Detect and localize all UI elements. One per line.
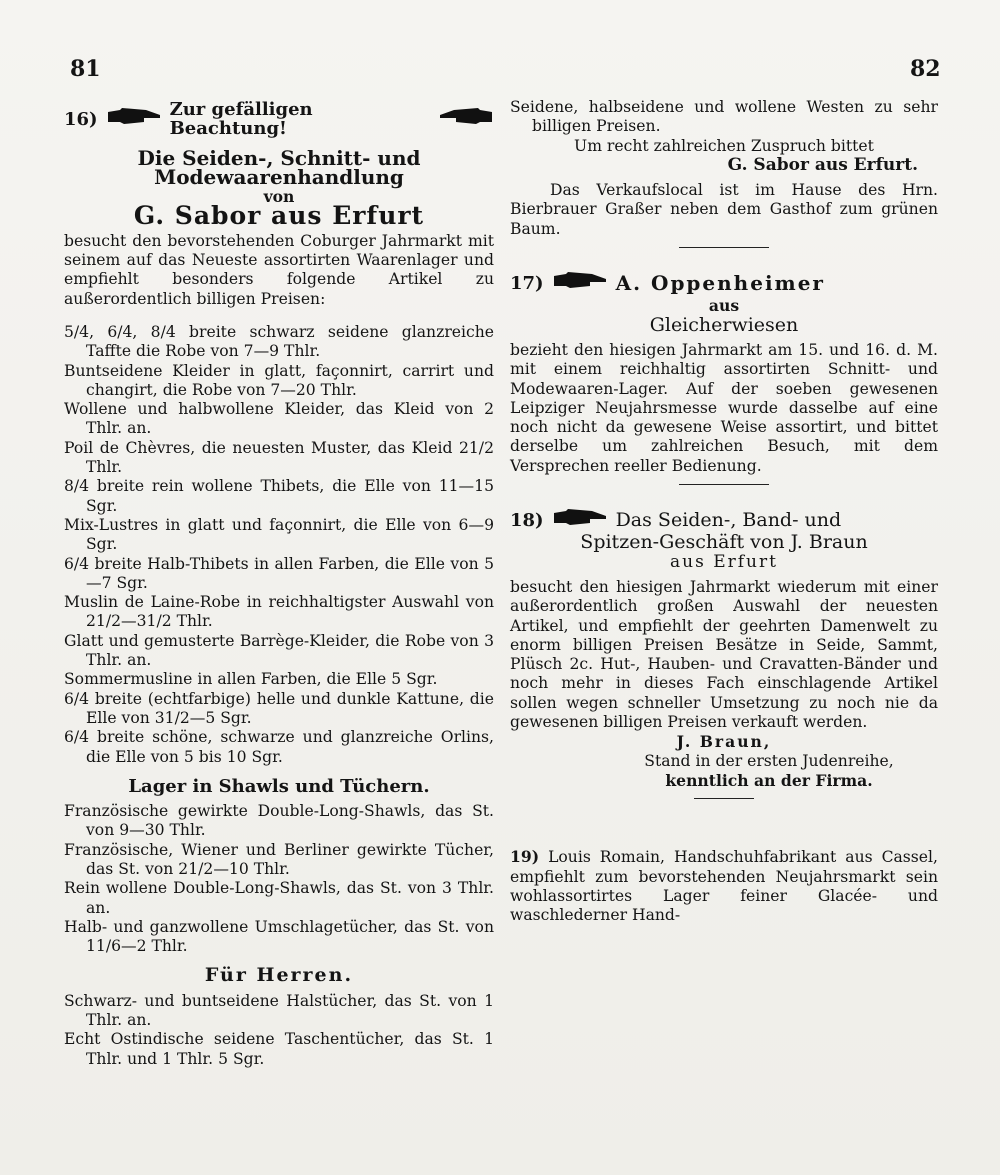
ad18-stand2: kenntlich an der Firma.: [665, 770, 873, 790]
ad18-heading3: aus Erfurt: [670, 551, 778, 572]
ad17-place: Gleicherwiesen: [649, 313, 799, 336]
ad16-item: 5/4, 6/4, 8/4 breite schwarz seidene glanzreiche Taffte die Robe von 7—9 Thlr.: [64, 322, 494, 361]
divider: [694, 798, 754, 799]
ad19-text: [510, 847, 938, 925]
ad16-shawl-item: Französische gewirkte Double-Long-Shawls, das St. von 9—30 Thlr.: [64, 802, 494, 840]
pointing-hand-icon: [106, 106, 162, 132]
ad16-request: Um recht zahlreichen Zuspruch bittet: [574, 136, 874, 155]
pointing-hand-icon: [438, 106, 494, 132]
ad16-intro: besucht den bevorstehenden Coburger Jahrmarkt mit seinem auf das Neueste assortirten Waarenlager und empfiehlt besonders folgende Artikel zu außerordentlich billigen Preisen:: [64, 231, 494, 308]
ad16-men-heading: Für Herren.: [204, 964, 354, 987]
pointing-hand-icon: [552, 507, 608, 533]
ad18-heading2: Spitzen-Geschäft von J. Braun: [580, 531, 868, 554]
ad16-men-item: Schwarz- und buntseidene Halstücher, das St. von 1 Thlr. an.: [64, 991, 494, 1030]
ad16-number: 16): [64, 108, 98, 130]
ad18-text: besucht den hiesigen Jahrmarkt wiederum mit einer außerordentlich großen Auswahl der neuesten Artikel, und empfiehlt der geehrten Damenwelt zu enorm billigen Preisen Besätze in Seide, Sammt, Plüsch 2c. Hut-, Hauben- und Cravatten-Bänder und noch mehr in dieses Fach einschlagende Artikel sollen wegen schneller Umsetzung zu noch nie da gewesenen billigen Preisen verkauft werden.: [510, 577, 938, 732]
ad18-stand1: Stand in der ersten Judenreihe,: [644, 751, 894, 770]
ad16-item: Wollene und halbwollene Kleider, das Kleid von 2 Thlr. an.: [64, 400, 494, 438]
divider: [679, 484, 769, 485]
ad16-item: Poil de Chèvres, die neuesten Muster, das Kleid 21/2 Thlr.: [64, 438, 494, 477]
ad16-firm: Die Seiden-, Schnitt- und Modewaarenhandlung: [137, 145, 421, 189]
ad19-body: Louis Romain, Handschuhfabrikant aus Cassel, empfiehlt zum bevorstehenden Neujahrsmarkt sein wohlassortirtes Lager feiner Glacée- und waschlederner Hand-: [510, 848, 938, 925]
ad17-header: [510, 270, 938, 296]
left-column: [64, 100, 494, 1069]
ad16-von: von: [263, 187, 295, 207]
ad16-item: 6/4 breite Halb-Thibets in allen Farben, die Elle von 5—7 Sgr.: [64, 554, 494, 592]
ad16-item: 8/4 breite rein wollene Thibets, die Elle von 11—15 Sgr.: [64, 477, 494, 515]
ad16-header: [64, 100, 494, 139]
ad17-name: A. Oppenheimer: [615, 270, 825, 295]
divider: [679, 247, 769, 248]
page-number-right: 82: [910, 56, 941, 82]
ad16-heading: Zur gefälligen Beachtung!: [169, 99, 313, 140]
ad16-item: Glatt und gemusterte Barrège-Kleider, die Robe von 3 Thlr. an.: [64, 631, 494, 670]
ad16-item: 6/4 breite (echtfarbige) helle und dunkle Kattune, die Elle von 31/2—5 Sgr.: [64, 689, 494, 727]
ad16-item: Sommermusline in allen Farben, die Elle 5 Sgr.: [64, 670, 438, 689]
ad16-shawl-item: Halb- und ganzwollene Umschlagetücher, das St. von 11/6—2 Thlr.: [64, 917, 494, 956]
ad16-owner: G. Sabor aus Erfurt: [133, 201, 425, 231]
ad16-item: Mix-Lustres in glatt und façonnirt, die Elle von 6—9 Sgr.: [64, 515, 494, 554]
ad16-item: Muslin de Laine-Robe in reichhaltigster Auswahl von 21/2—31/2 Thlr.: [64, 593, 494, 631]
ad16-shawl-item: Französische, Wiener und Berliner gewirkte Tücher, das St. von 21/2—10 Thlr.: [64, 840, 494, 878]
ad16-item: 6/4 breite schöne, schwarze und glanzreiche Orlins, die Elle von 5 bis 10 Sgr.: [64, 728, 494, 766]
ad16-item: Buntseidene Kleider in glatt, façonnirt, carrirt und changirt, die Robe von 7—20 Thlr.: [64, 361, 494, 399]
ad17-text: bezieht den hiesigen Jahrmarkt am 15. und 16. d. M. mit einem reichhaltig assortirten Schnitt- und Modewaaren-Lager. Auf der soeben gewesenen Leipziger Neujahrsmesse wurde dasselbe auf eine noch nicht da gewesene Weise assortirt, und bittet derselbe um zahlreichen Besuch, mit dem Versprechen reeller Bedienung.: [510, 340, 938, 475]
ad16-shawl-item: Rein wollene Double-Long-Shawls, das St. von 3 Thlr. an.: [64, 879, 494, 917]
ad18-header: [510, 507, 938, 533]
right-column: [510, 98, 938, 925]
ad17-aus: aus: [708, 296, 740, 316]
ad18-heading1: Das Seiden-, Band- und: [615, 508, 842, 531]
page-number-left: 81: [70, 56, 101, 82]
ad16-vests: Seidene, halbseidene und wollene Westen zu sehr billigen Preisen.: [510, 98, 938, 136]
ad17-number: 17): [510, 272, 544, 294]
ad16-shawls-heading: Lager in Shawls und Tüchern.: [128, 775, 430, 797]
pointing-hand-icon: [552, 270, 608, 296]
ad16-men-item: Echt Ostindische seidene Taschentücher, das St. 1 Thlr. und 1 Thlr. 5 Sgr.: [64, 1030, 494, 1068]
ad18-number: 18): [510, 509, 544, 531]
ad16-signature: G. Sabor aus Erfurt.: [727, 154, 918, 175]
ad18-signature: J. Braun,: [676, 732, 772, 752]
ad19-number: 19): [510, 847, 540, 867]
ad16-location: Das Verkaufslocal ist im Hause des Hrn. Bierbrauer Graßer neben dem Gasthof zum grünen Baum.: [510, 181, 938, 238]
